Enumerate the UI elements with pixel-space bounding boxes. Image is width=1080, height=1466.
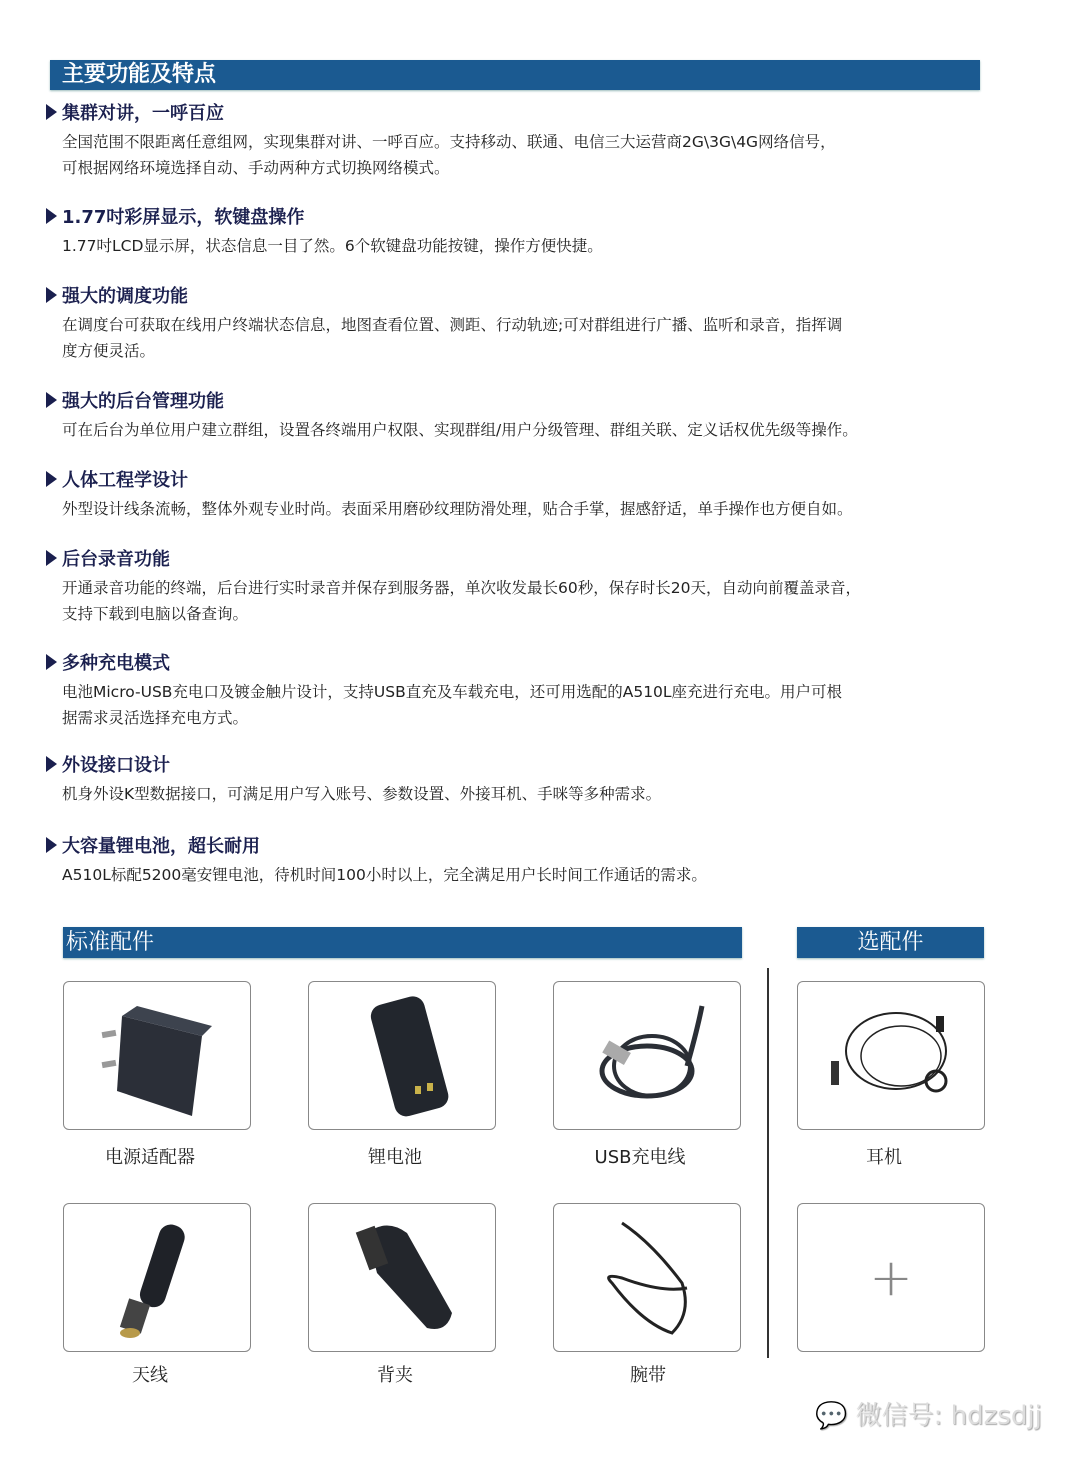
feature-text: 支持下载到电脑以备查询。: [62, 605, 249, 623]
plus-icon: +: [869, 1247, 913, 1308]
section-header-standard: [63, 927, 742, 958]
feature-title: 外设接口设计: [62, 755, 170, 776]
feature-item: [46, 545, 1026, 627]
feature-text: 据需求灵活选择充电方式。: [62, 709, 249, 727]
wechat-watermark: [815, 1395, 1042, 1432]
wechat-icon: 💬: [815, 1401, 848, 1431]
accessory-label: USB充电线: [594, 1147, 686, 1168]
section-header-features: [50, 60, 980, 90]
feature-item: [46, 751, 1026, 807]
arrow-icon: [46, 550, 57, 566]
accessory-label: 腕带: [630, 1365, 666, 1386]
feature-text: 可在后台为单位用户建立群组，设置各终端用户权限、实现群组/用户分级管理、群组关联、定义话权优先级等操作。: [62, 421, 858, 439]
feature-item: [46, 203, 1026, 259]
power-adapter-image: [63, 981, 251, 1130]
antenna-image: [63, 1203, 251, 1352]
feature-text: 机身外设K型数据接口，可满足用户写入账号、参数设置、外接耳机、手咪等多种需求。: [62, 785, 662, 803]
feature-text: 1.77吋LCD显示屏，状态信息一目了然。6个软键盘功能按键，操作方便快捷。: [62, 237, 603, 255]
watermark-text: 微信号: hdzsdjj: [855, 1401, 1042, 1431]
feature-title: 后台录音功能: [62, 549, 170, 570]
arrow-icon: [46, 208, 57, 224]
feature-item: [46, 466, 1026, 522]
feature-item: [46, 649, 1026, 731]
feature-text: 开通录音功能的终端，后台进行实时录音并保存到服务器，单次收发最长60秒，保存时长20天，自动向前覆盖录音，: [62, 579, 861, 597]
arrow-icon: [46, 104, 57, 120]
feature-text: A510L标配5200毫安锂电池，待机时间100小时以上，完全满足用户长时间工作通话的需求。: [62, 866, 707, 884]
section-header-optional: [797, 927, 984, 958]
feature-title: 强大的调度功能: [62, 286, 188, 307]
usb-cable-image: [553, 981, 741, 1130]
divider: [767, 968, 769, 1358]
arrow-icon: [46, 392, 57, 408]
feature-text: 可根据网络环境选择自动、手动两种方式切换网络模式。: [62, 159, 450, 177]
feature-title: 大容量锂电池，超长耐用: [62, 836, 260, 857]
battery-image: [308, 981, 496, 1130]
earphone-image: [797, 981, 985, 1130]
feature-text: 度方便灵活。: [62, 342, 156, 360]
wrist-strap-image: [553, 1203, 741, 1352]
accessory-label: 背夹: [377, 1365, 413, 1386]
feature-text: 在调度台可获取在线用户终端状态信息，地图查看位置、测距、行动轨迹;可对群组进行广播、监听和录音，指挥调: [62, 316, 843, 334]
feature-text: 全国范围不限距离任意组网，实现集群对讲、一呼百应。支持移动、联通、电信三大运营商2G\3G\4G网络信号，: [62, 133, 836, 151]
accessory-label: 耳机: [866, 1147, 902, 1168]
belt-clip-image: [308, 1203, 496, 1352]
feature-item: [46, 99, 1026, 181]
feature-text: 电池Micro-USB充电口及镀金触片设计，支持USB直充及车载充电，还可用选配的A510L座充进行充电。用户可根: [62, 683, 843, 701]
arrow-icon: [46, 756, 57, 772]
feature-title: 1.77吋彩屏显示，软键盘操作: [62, 207, 305, 228]
arrow-icon: [46, 837, 57, 853]
feature-item: [46, 282, 1026, 364]
feature-title: 强大的后台管理功能: [62, 391, 224, 412]
accessory-label: 天线: [132, 1365, 168, 1386]
feature-title: 人体工程学设计: [62, 470, 188, 491]
arrow-icon: [46, 654, 57, 670]
arrow-icon: [46, 287, 57, 303]
section-title: 标准配件: [66, 930, 155, 955]
section-title: 主要功能及特点: [62, 62, 217, 87]
arrow-icon: [46, 471, 57, 487]
section-title: 选配件: [857, 930, 924, 955]
feature-item: [46, 387, 1026, 443]
feature-item: [46, 832, 1026, 888]
feature-title: 集群对讲，一呼百应: [62, 103, 224, 124]
feature-text: 外型设计线条流畅，整体外观专业时尚。表面采用磨砂纹理防滑处理，贴合手掌，握感舒适，单手操作也方便自如。: [62, 500, 853, 518]
accessory-label: 电源适配器: [105, 1147, 195, 1168]
accessory-label: 锂电池: [368, 1147, 422, 1168]
feature-title: 多种充电模式: [62, 653, 170, 674]
add-accessory-placeholder: [797, 1203, 985, 1352]
